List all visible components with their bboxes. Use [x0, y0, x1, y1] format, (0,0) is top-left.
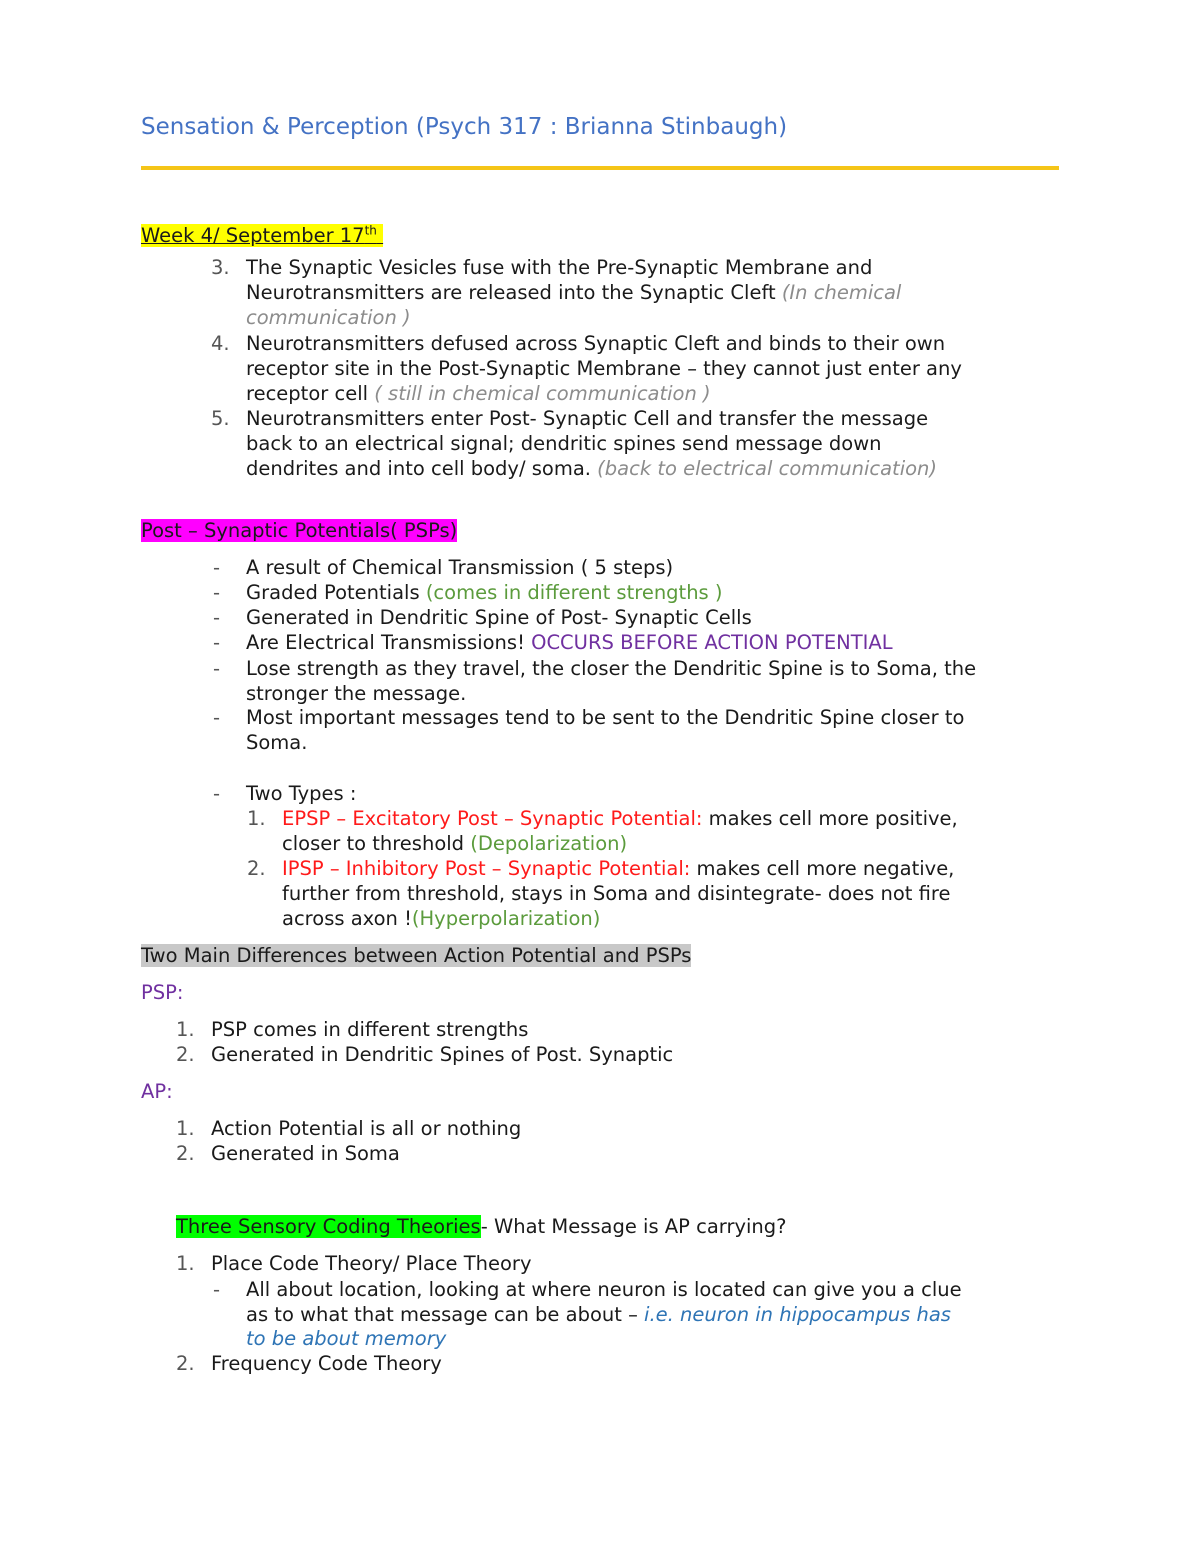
step-4-line-2: receptor site in the Post-Synaptic Membrane – they cannot just enter any	[246, 357, 962, 380]
type-number: 2.	[247, 857, 266, 880]
step-4-line-3: receptor cell ( still in chemical communication )	[246, 382, 711, 405]
week-heading: Week 4/ September 17th	[141, 218, 383, 248]
type-number: 1.	[247, 807, 266, 830]
step-3-line-3: communication )	[246, 306, 411, 329]
psp-difference: Generated in Dendritic Spines of Post. Synaptic	[211, 1043, 674, 1066]
list-number: 1.	[176, 1252, 195, 1275]
psp-item: Are Electrical Transmissions! OCCURS BEFORE ACTION POTENTIAL	[246, 631, 893, 654]
bullet-dash: -	[213, 706, 221, 729]
step-number: 5.	[211, 407, 230, 430]
step-3-line-1: The Synaptic Vesicles fuse with the Pre-Synaptic Membrane and	[246, 256, 873, 279]
bullet-dash: -	[213, 606, 221, 629]
epsp-line-1: EPSP – Excitatory Post – Synaptic Potential: makes cell more positive,	[282, 807, 958, 830]
bullet-dash: -	[213, 1278, 221, 1301]
bullet-dash: -	[213, 581, 221, 604]
psp-item-cont: Soma.	[246, 731, 308, 754]
step-5-line-1: Neurotransmitters enter Post- Synaptic Cell and transfer the message	[246, 407, 929, 430]
epsp-line-2: closer to threshold (Depolarization)	[282, 832, 628, 855]
list-number: 2.	[176, 1142, 195, 1165]
theory-detail: as to what that message can be about – i.e. neuron in hippocampus has	[246, 1303, 951, 1326]
list-number: 1.	[176, 1117, 195, 1140]
list-number: 2.	[176, 1352, 195, 1375]
theory-item: Frequency Code Theory	[211, 1352, 442, 1375]
step-5-line-3: dendrites and into cell body/ soma. (back to electrical communication)	[246, 457, 938, 480]
ipsp-line-3: across axon !(Hyperpolarization)	[282, 907, 601, 930]
bullet-dash: -	[213, 631, 221, 654]
theory-detail: All about location, looking at where neuron is located can give you a clue	[246, 1278, 962, 1301]
psp-difference: PSP comes in different strengths	[211, 1018, 529, 1041]
step-number: 3.	[211, 256, 230, 279]
title-divider	[141, 166, 1059, 170]
psp-item: Generated in Dendritic Spine of Post- Synaptic Cells	[246, 606, 752, 629]
psp-heading: Post – Synaptic Potentials( PSPs)	[141, 519, 458, 542]
step-4-line-1: Neurotransmitters defused across Synaptic Cleft and binds to their own	[246, 332, 946, 355]
list-number: 1.	[176, 1018, 195, 1041]
psp-item: Graded Potentials (comes in different strengths )	[246, 581, 723, 604]
coding-heading: Three Sensory Coding Theories- What Message is AP carrying?	[176, 1215, 787, 1238]
ap-label: AP:	[141, 1080, 173, 1103]
bullet-dash: -	[213, 556, 221, 579]
psp-label: PSP:	[141, 981, 184, 1004]
step-5-line-2: back to an electrical signal; dendritic spines send message down	[246, 432, 882, 455]
ipsp-line-1: IPSP – Inhibitory Post – Synaptic Potential: makes cell more negative,	[282, 857, 955, 880]
ap-difference: Generated in Soma	[211, 1142, 400, 1165]
ap-difference: Action Potential is all or nothing	[211, 1117, 522, 1140]
bullet-dash: -	[213, 657, 221, 680]
bullet-dash: -	[213, 782, 221, 805]
psp-item: Lose strength as they travel, the closer the Dendritic Spine is to Soma, the	[246, 657, 977, 680]
psp-item: A result of Chemical Transmission ( 5 steps)	[246, 556, 674, 579]
theory-detail: to be about memory	[246, 1327, 447, 1350]
psp-item-cont: stronger the message.	[246, 682, 467, 705]
document-title: Sensation & Perception (Psych 317 : Brianna Stinbaugh)	[141, 114, 788, 140]
list-number: 2.	[176, 1043, 195, 1066]
step-number: 4.	[211, 332, 230, 355]
psp-item: Two Types :	[246, 782, 357, 805]
theory-item: Place Code Theory/ Place Theory	[211, 1252, 532, 1275]
psp-item: Most important messages tend to be sent to the Dendritic Spine closer to	[246, 706, 965, 729]
ipsp-line-2: further from threshold, stays in Soma and disintegrate- does not fire	[282, 882, 951, 905]
step-3-line-2: Neurotransmitters are released into the Synaptic Cleft (In chemical	[246, 281, 902, 304]
differences-heading: Two Main Differences between Action Potential and PSPs	[141, 944, 692, 967]
